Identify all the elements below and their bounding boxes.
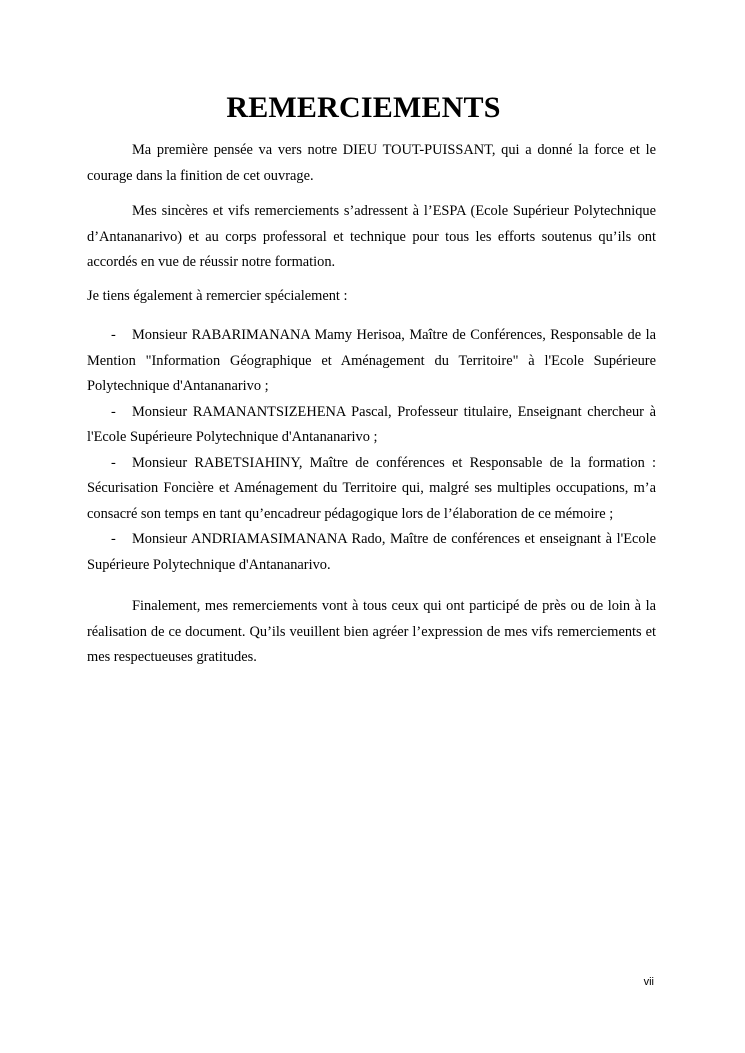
list-item-text: Monsieur RAMANANTSIZEHENA Pascal, Professeur titulaire, Enseignant chercheur à l'Ecole Supérieure Polytechnique d'Antananarivo ;	[87, 403, 656, 445]
dash-bullet: -	[111, 531, 116, 547]
page-number: vii	[643, 976, 654, 988]
intro-paragraph: Ma première pensée va vers notre DIEU TOUT-PUISSANT, qui a donné la force et le courage dans la finition de cet ouvrage.	[87, 142, 656, 184]
dash-bullet: -	[111, 454, 116, 471]
dash-bullet: -	[111, 403, 116, 420]
list-item	[87, 323, 656, 400]
page-content	[87, 86, 656, 671]
dash-bullet: -	[111, 327, 116, 343]
list-item-text: Monsieur RABARIMANANA Mamy Herisoa, Maître de Conférences, Responsable de la Mention "Information Géographique et Aménagement du Territoire" à l'Ecole Supérieure Polytechnique d'Antananarivo ;	[87, 327, 656, 394]
list-item-text: Monsieur RABETSIAHINY, Maître de conférences et Responsable de la formation : Sécurisation Foncière et Aménagement du Territoire qui, malgré ses multiples occupations, m’a consacré son temps en tant qu’encadreur pédagogique lors de l’élaboration de ce mémoire ;	[87, 454, 656, 522]
acknowledgement-list	[87, 323, 656, 578]
special-thanks-paragraph: Je tiens également à remercier spécialement :	[87, 287, 348, 304]
list-item	[87, 527, 656, 578]
thanks-paragraph: Mes sincères et vifs remerciements s’adressent à l’ESPA (Ecole Supérieur Polytechnique d’Antananarivo) et au corps professoral et technique pour tous les efforts soutenus qu’ils ont accordés en vue de réussir notre formation.	[87, 203, 656, 270]
list-item	[87, 451, 656, 528]
final-paragraph: Finalement, mes remerciements vont à tous ceux qui ont participé de près ou de loin à la réalisation de ce document. Qu’ils veuillent bien agréer l’expression de mes vifs remerciements et mes respectueuses gratitudes.	[87, 598, 656, 665]
page-title: REMERCIEMENTS	[226, 91, 501, 124]
list-item	[87, 400, 656, 451]
list-item-text: Monsieur ANDRIAMASIMANANA Rado, Maître de conférences et enseignant à l'Ecole Supérieure Polytechnique d'Antananarivo.	[87, 531, 656, 573]
